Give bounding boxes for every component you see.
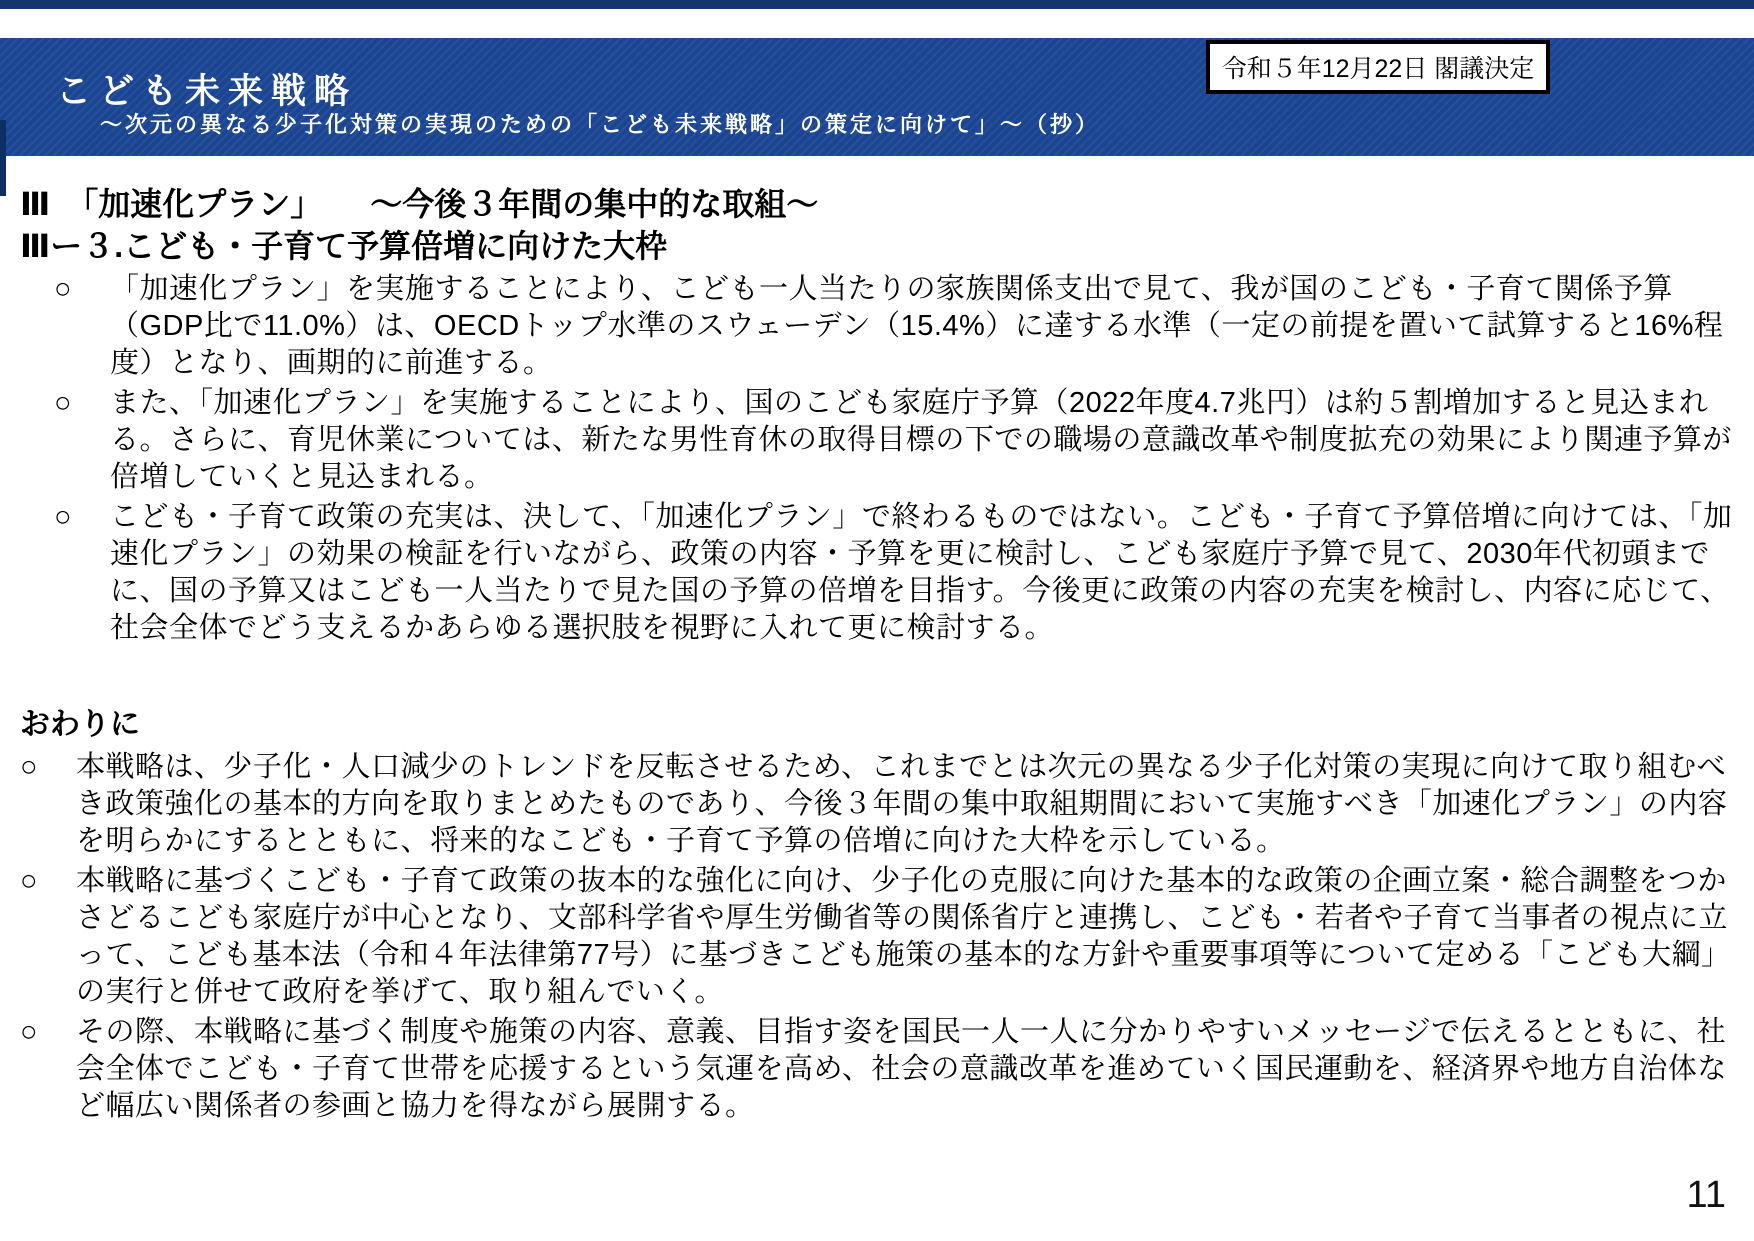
subsection-heading-budget-doubling: Ⅲー３.こども・子育て予算倍増に向けた大枠 — [20, 228, 668, 264]
bullet-marker: ○ — [54, 273, 73, 305]
section-heading-acceleration-plan: Ⅲ 「加速化プラン」 〜今後３年間の集中的な取組〜 — [20, 186, 819, 222]
body-area — [20, 183, 1734, 1128]
closing-heading: おわりに — [20, 708, 140, 741]
bullet-marker: ○ — [20, 865, 39, 897]
bullet-text: 「加速化プラン」を実施することにより、こども一人当たりの家族関係支出で見て、我が国のこども・子育て関係予算（GDP比で11.0%）は、OECDトップ水準のスウェーデン（15.4%）に達する水準（一定の前提を置いて試算すると16%程度）となり、画期的に前進する。 — [110, 273, 1724, 379]
bullet-marker: ○ — [20, 751, 39, 783]
bullet-item — [20, 749, 1734, 860]
bullet-text: こども・子育て政策の充実は、決して、「加速化プラン」で終わるものではない。こども・子育て予算倍増に向けては、「加速化プラン」の効果の検証を行いながら、政策の内容・予算を更に検討し、こども家庭庁予算で見て、2030年代初頭までに、国の予算又はこども一人当たりで見た国の予算の倍増を目指す。今後更に政策の内容の充実を検討し、内容に応じて、社会全体でどう支えるかあらゆる選択肢を視野に入れて更に検討する。 — [110, 501, 1733, 644]
page-number: 11 — [1686, 1174, 1726, 1216]
page-title: こども未来戦略 — [56, 72, 358, 111]
bullet-text: 本戦略に基づくこども・子育て政策の抜本的な強化に向け、少子化の克服に向けた基本的な政策の企画立案・総合調整をつかさどるこども家庭庁が中心となり、文部科学省や厚生労働省等の関係省庁と連携し、こども・若者や子育て当事者の視点に立って、こども基本法（令和４年法律第77号）に基づきこども施策の基本的な方針や重要事項等について定める「こども大綱」の実行と併せて政府を挙げて、取り組んでいく。 — [76, 865, 1731, 1008]
cabinet-decision-date: 令和５年12月22日 閣議決定 — [1221, 55, 1535, 83]
bullet-text: また、「加速化プラン」を実施することにより、国のこども家庭庁予算（2022年度4.7兆円）は約５割増加すると見込まれる。さらに、育児休業については、新たな男性育休の取得目標の下での職場の意識改革や制度拡充の効果により関連予算が倍増していくと見込まれる。 — [110, 387, 1732, 493]
bullet-item — [54, 499, 1734, 647]
closing-bullets — [20, 749, 1734, 1125]
cabinet-decision-date-box — [1206, 40, 1550, 94]
top-accent-strip — [0, 0, 1754, 9]
bullet-item — [20, 1014, 1734, 1125]
bullet-marker: ○ — [20, 1016, 39, 1048]
page-subtitle: 〜次元の異なる少子化対策の実現のための「こども未来戦略」の策定に向けて」〜（抄） — [100, 112, 1101, 137]
bullet-marker: ○ — [54, 501, 73, 533]
bullet-item — [54, 385, 1734, 496]
bullet-text: 本戦略は、少子化・人口減少のトレンドを反転させるため、これまでとは次元の異なる少子化対策の実現に向けて取り組むべき政策強化の基本的方向を取りまとめたものであり、今後３年間の集中取組期間において実施すべき「加速化プラン」の内容を明らかにするとともに、将来的なこども・子育て予算の倍増に向けた大枠を示している。 — [76, 751, 1728, 857]
bullet-text: その際、本戦略に基づく制度や施策の内容、意義、目指す姿を国民一人一人に分かりやすいメッセージで伝えるとともに、社会全体でこども・子育て世帯を応援するという気運を高め、社会の意識改革を進めていく国民運動を、経済界や地方自治体など幅広い関係者の参画と協力を得ながら展開する。 — [76, 1016, 1727, 1122]
bullet-item — [20, 863, 1734, 1011]
bullet-item — [54, 271, 1734, 382]
closing-section — [20, 705, 1734, 1125]
acceleration-plan-bullets — [54, 271, 1734, 647]
bullet-marker: ○ — [54, 387, 73, 419]
left-accent-notch — [0, 120, 6, 196]
